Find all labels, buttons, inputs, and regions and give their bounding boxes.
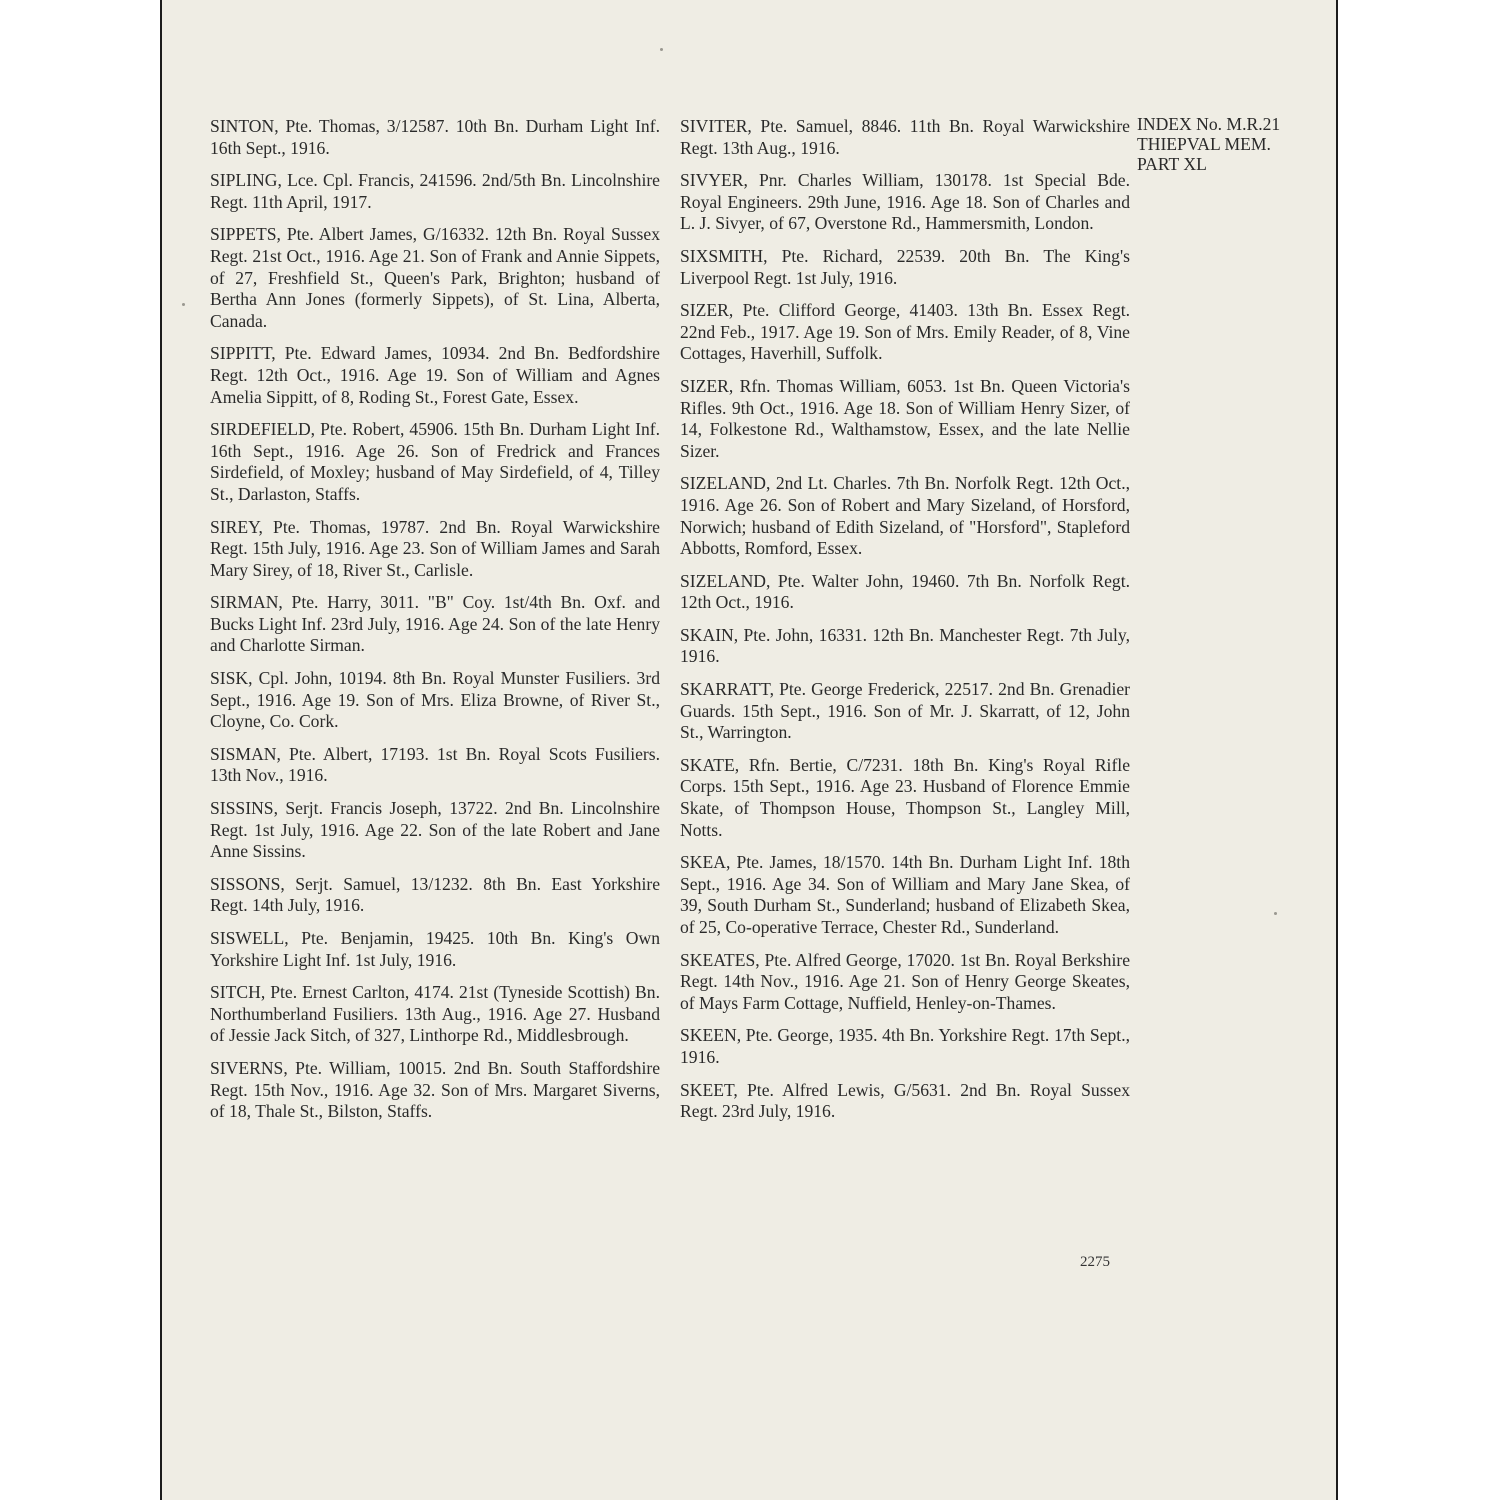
entry-sisman: SISMAN, Pte. Albert, 17193. 1st Bn. Royal Scots Fusiliers. 13th Nov., 1916. — [210, 743, 660, 786]
entry-sippitt: SIPPITT, Pte. Edward James, 10934. 2nd Bn. Bedfordshire Regt. 12th Oct., 1916. Age 19. Son of William and Agnes Amelia Sippitt, of 8, Roding St., Forest Gate, Essex. — [210, 343, 660, 407]
part-number: PART XL — [1137, 154, 1207, 174]
memorial-name: THIEPVAL MEM. — [1137, 134, 1271, 154]
entry-sisk: SISK, Cpl. John, 10194. 8th Bn. Royal Munster Fusiliers. 3rd Sept., 1916. Age 19. Son of Mrs. Eliza Browne, of River St., Cloyne, Co. Cork. — [210, 668, 660, 732]
entry-skea: SKEA, Pte. James, 18/1570. 14th Bn. Durham Light Inf. 18th Sept., 1916. Age 34. Son of William and Mary Jane Skea, of 39, South Durham St., Sunderland; husband of Elizabeth Skea, of 25, Co-operative Terrace, Chester Rd., Sunderland. — [680, 852, 1130, 937]
entry-skarratt: SKARRATT, Pte. George Frederick, 22517. 2nd Bn. Grenadier Guards. 15th Sept., 1916. Son of Mr. J. Skarratt, of 12, John St., Warrington. — [680, 679, 1130, 743]
entry-sissons: SISSONS, Serjt. Samuel, 13/1232. 8th Bn. East Yorkshire Regt. 14th July, 1916. — [210, 873, 660, 916]
entry-skeen: SKEEN, Pte. George, 1935. 4th Bn. Yorkshire Regt. 17th Sept., 1916. — [680, 1025, 1130, 1067]
entry-siviter: SIVITER, Pte. Samuel, 8846. 11th Bn. Royal Warwickshire Regt. 13th Aug., 1916. — [680, 116, 1130, 158]
entry-sizer-clifford: SIZER, Pte. Clifford George, 41403. 13th Bn. Essex Regt. 22nd Feb., 1917. Age 19. Son of Mrs. Emily Reader, of 8, Vine Cottages, Haverhill, Suffolk. — [680, 300, 1130, 364]
entry-sirman: SIRMAN, Pte. Harry, 3011. "B" Coy. 1st/4th Bn. Oxf. and Bucks Light Inf. 23rd July, 1916. Age 24. Son of the late Henry and Charlotte Sirman. — [210, 592, 660, 656]
entry-sirey: SIREY, Pte. Thomas, 19787. 2nd Bn. Royal Warwickshire Regt. 15th July, 1916. Age 23. Son of William James and Sarah Mary Sirey, of 18, River St., Carlisle. — [210, 516, 660, 580]
index-header — [1137, 114, 1337, 174]
paper-speck — [182, 303, 185, 306]
index-number: INDEX No. M.R.21 — [1137, 114, 1281, 134]
paper-speck — [1274, 912, 1277, 915]
entry-sitch: SITCH, Pte. Ernest Carlton, 4174. 21st (Tyneside Scottish) Bn. Northumberland Fusiliers. 13th Aug., 1916. Age 27. Husband of Jessie Jack Sitch, of 327, Linthorpe Rd., Middlesbrough. — [210, 982, 660, 1046]
right-column — [680, 116, 1130, 1134]
entry-sizer-thomas: SIZER, Rfn. Thomas William, 6053. 1st Bn. Queen Victoria's Rifles. 9th Oct., 1916. Age 18. Son of William Henry Sizer, of 14, Folkestone Rd., Walthamstow, Essex, and the late Nellie Sizer. — [680, 375, 1130, 461]
entry-skeates: SKEATES, Pte. Alfred George, 17020. 1st Bn. Royal Berkshire Regt. 14th Nov., 1916. Age 21. Son of Henry George Skeates, of Mays Farm Cottage, Nuffield, Henley-on-Thames. — [680, 949, 1130, 1013]
entry-siverns: SIVERNS, Pte. William, 10015. 2nd Bn. South Staffordshire Regt. 15th Nov., 1916. Age 32. Son of Mrs. Margaret Siverns, of 18, Thale St., Bilston, Staffs. — [210, 1057, 660, 1122]
entry-sivyer: SIVYER, Pnr. Charles William, 130178. 1st Special Bde. Royal Engineers. 29th June, 1916. Age 18. Son of Charles and L. J. Sivyer, of 67, Overstone Rd., Hammersmith, London. — [680, 170, 1130, 234]
entry-sixsmith: SIXSMITH, Pte. Richard, 22539. 20th Bn. The King's Liverpool Regt. 1st July, 1916. — [680, 245, 1130, 288]
entry-sissins: SISSINS, Serjt. Francis Joseph, 13722. 2nd Bn. Lincolnshire Regt. 1st July, 1916. Age 22. Son of the late Robert and Jane Anne Sissins. — [210, 798, 660, 862]
entry-sirdefield: SIRDEFIELD, Pte. Robert, 45906. 15th Bn. Durham Light Inf. 16th Sept., 1916. Age 26. Son of Fredrick and Frances Sirdefield, of Moxley; husband of May Sirdefield, of 4, Tilley St., Darlaston, Staffs. — [210, 419, 660, 504]
paper-speck — [660, 48, 663, 51]
entry-siswell: SISWELL, Pte. Benjamin, 19425. 10th Bn. King's Own Yorkshire Light Inf. 1st July, 1916. — [210, 928, 660, 970]
entry-sinton: SINTON, Pte. Thomas, 3/12587. 10th Bn. Durham Light Inf. 16th Sept., 1916. — [210, 116, 660, 158]
entry-skate: SKATE, Rfn. Bertie, C/7231. 18th Bn. King's Royal Rifle Corps. 15th Sept., 1916. Age 23. Husband of Florence Emmie Skate, of Thompson House, Thompson St., Langley Mill, Notts. — [680, 754, 1130, 840]
entry-sippets: SIPPETS, Pte. Albert James, G/16332. 12th Bn. Royal Sussex Regt. 21st Oct., 1916. Age 21. Son of Frank and Annie Sippets, of 27, Freshfield St., Queen's Park, Brighton; husband of Bertha Ann Jones (formerly Sippets), of St. Lina, Alberta, Canada. — [210, 224, 660, 331]
entry-skeet: SKEET, Pte. Alfred Lewis, G/5631. 2nd Bn. Royal Sussex Regt. 23rd July, 1916. — [680, 1079, 1130, 1122]
entry-sizeland-charles: SIZELAND, 2nd Lt. Charles. 7th Bn. Norfolk Regt. 12th Oct., 1916. Age 26. Son of Robert and Mary Sizeland, of Horsford, Norwich; husband of Edith Sizeland, of "Horsford", Stapleford Abbotts, Romford, Essex. — [680, 473, 1130, 559]
document-page — [160, 0, 1338, 1500]
entry-sipling: SIPLING, Lce. Cpl. Francis, 241596. 2nd/5th Bn. Lincolnshire Regt. 11th April, 1917. — [210, 170, 660, 212]
entry-skain: SKAIN, Pte. John, 16331. 12th Bn. Manchester Regt. 7th July, 1916. — [680, 624, 1130, 667]
page-number: 2275 — [1080, 1254, 1110, 1270]
entry-sizeland-walter: SIZELAND, Pte. Walter John, 19460. 7th Bn. Norfolk Regt. 12th Oct., 1916. — [680, 570, 1130, 613]
left-column — [210, 116, 660, 1134]
